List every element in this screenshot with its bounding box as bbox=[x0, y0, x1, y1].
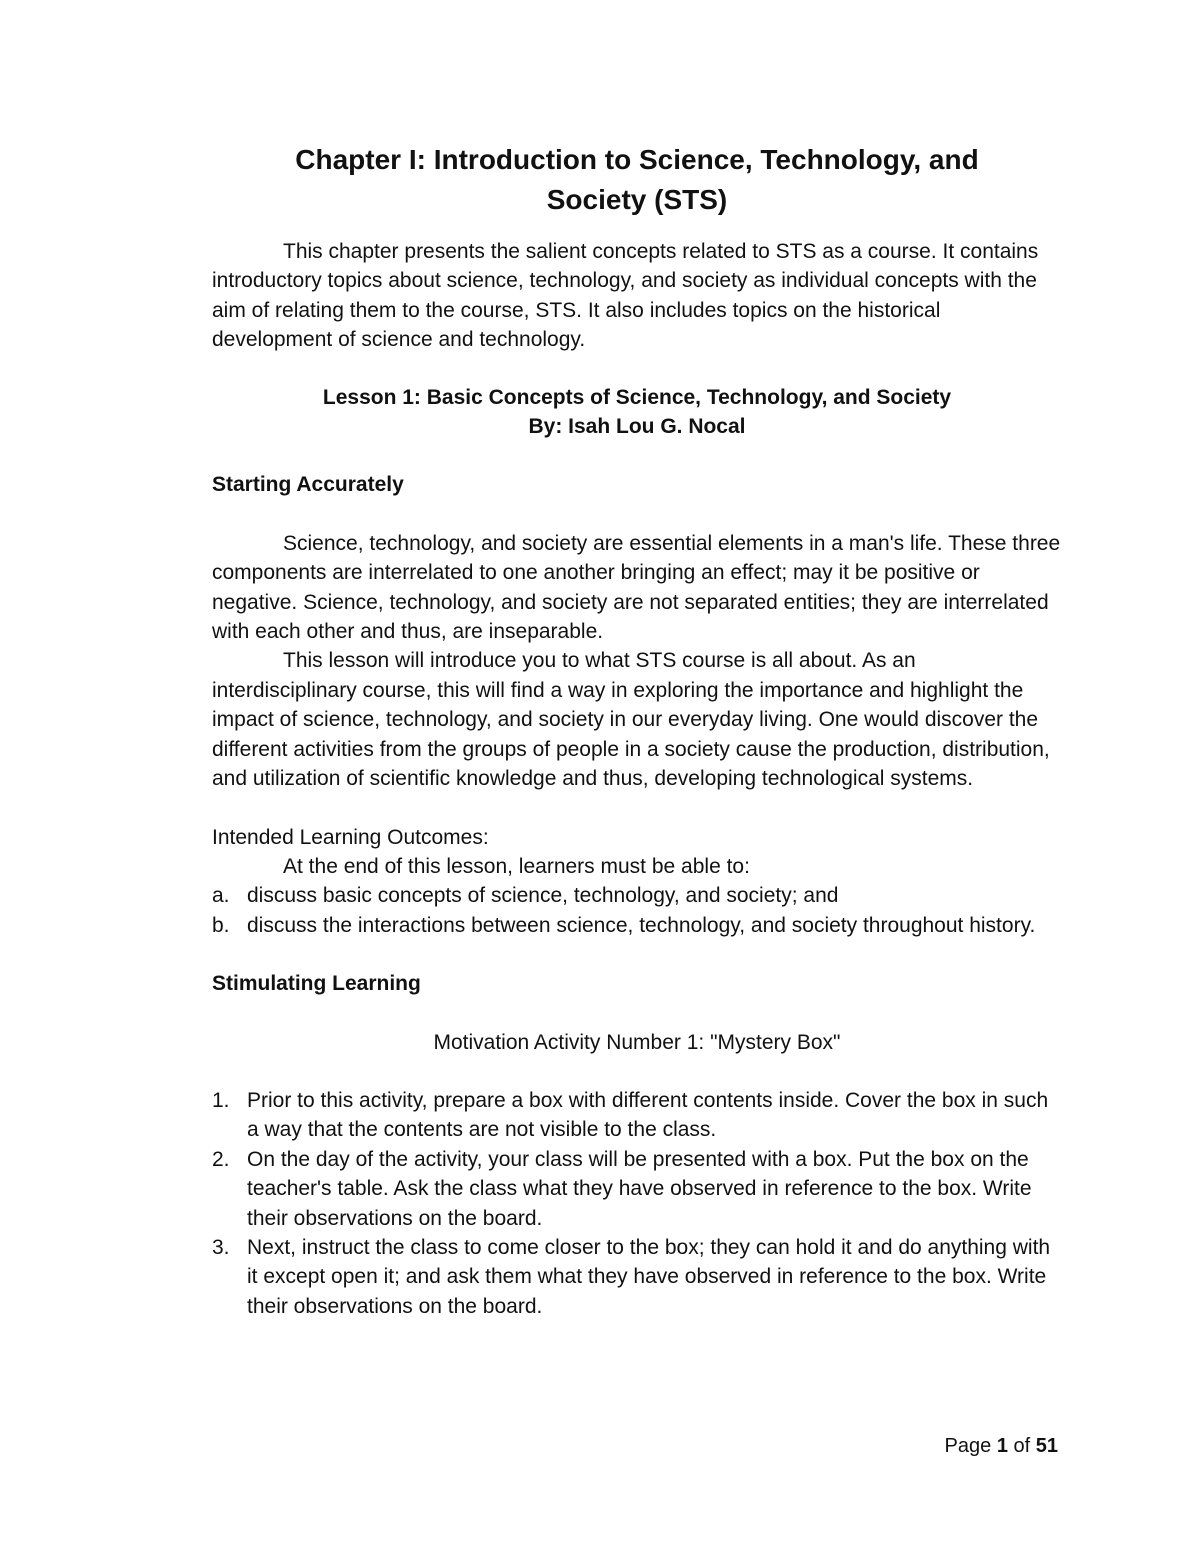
list-item-text: Prior to this activity, prepare a box with different contents inside. Cover the box in such a way that the contents are not visible to the class. bbox=[247, 1088, 1049, 1142]
of-word: of bbox=[1013, 1435, 1031, 1457]
chapter-title: Chapter I: Introduction to Science, Technology, and Society (STS) bbox=[295, 144, 979, 215]
list-item bbox=[212, 911, 1062, 940]
list-item bbox=[212, 881, 1062, 910]
page-content bbox=[212, 140, 1062, 1321]
total-pages: 51 bbox=[1035, 1435, 1058, 1457]
list-item bbox=[212, 1086, 1062, 1145]
intro-paragraph: This chapter presents the salient concepts related to STS as a course. It contains introductory topics about science, technology, and society as individual concepts with the aim of relating them to the course, STS. It also includes topics on the historical development of science and technology. bbox=[212, 240, 1039, 352]
lesson-author: By: Isah Lou G. Nocal bbox=[528, 415, 746, 439]
page-number bbox=[945, 1432, 1058, 1460]
lesson-header bbox=[212, 383, 1062, 442]
list-item-text: discuss the interactions between science, technology, and society throughout history. bbox=[247, 913, 1036, 937]
activity-steps bbox=[212, 1086, 1062, 1321]
starting-paragraph-1: Science, technology, and society are essential elements in a man's life. These three components are interrelated to one another bringing an effect; may it be positive or negative. Science, technology, and society are not separated entities; they are interrelated with each other and thus, are inseparable. bbox=[212, 531, 1061, 644]
outcomes-intro: At the end of this lesson, learners must be able to: bbox=[283, 854, 750, 878]
activity-title: Motivation Activity Number 1: "Mystery Box" bbox=[433, 1030, 841, 1054]
list-item bbox=[212, 1233, 1062, 1321]
section-heading-stimulating-learning: Stimulating Learning bbox=[212, 972, 421, 996]
outcomes-list bbox=[212, 881, 1062, 940]
list-marker: b. bbox=[212, 913, 230, 937]
page-word: Page bbox=[944, 1435, 992, 1457]
list-marker: 2. bbox=[212, 1147, 230, 1171]
list-item-text: On the day of the activity, your class will be presented with a box. Put the box on the teacher's table. Ask the class what they have observed in reference to the box. Write their observations on the board. bbox=[247, 1147, 1032, 1230]
current-page: 1 bbox=[996, 1435, 1008, 1457]
list-marker: 3. bbox=[212, 1235, 230, 1259]
list-marker: a. bbox=[212, 884, 230, 908]
starting-paragraph-2: This lesson will introduce you to what STS course is all about. As an interdisciplinary course, this will find a way in exploring the importance and highlight the impact of science, technology, and society in our everyday living. One would discover the different activities from the groups of people in a society cause the production, distribution, and utilization of scientific knowledge and thus, developing technological systems. bbox=[212, 649, 1050, 791]
section-heading-starting-accurately: Starting Accurately bbox=[212, 473, 404, 497]
lesson-title: Lesson 1: Basic Concepts of Science, Technology, and Society bbox=[322, 385, 952, 409]
outcomes-label: Intended Learning Outcomes: bbox=[212, 825, 489, 849]
list-marker: 1. bbox=[212, 1088, 230, 1112]
list-item-text: discuss basic concepts of science, technology, and society; and bbox=[247, 884, 839, 908]
list-item-text: Next, instruct the class to come closer to the box; they can hold it and do anything with it except open it; and ask them what they have observed in reference to the box. Write their observations on the board. bbox=[247, 1235, 1051, 1318]
list-item bbox=[212, 1145, 1062, 1233]
